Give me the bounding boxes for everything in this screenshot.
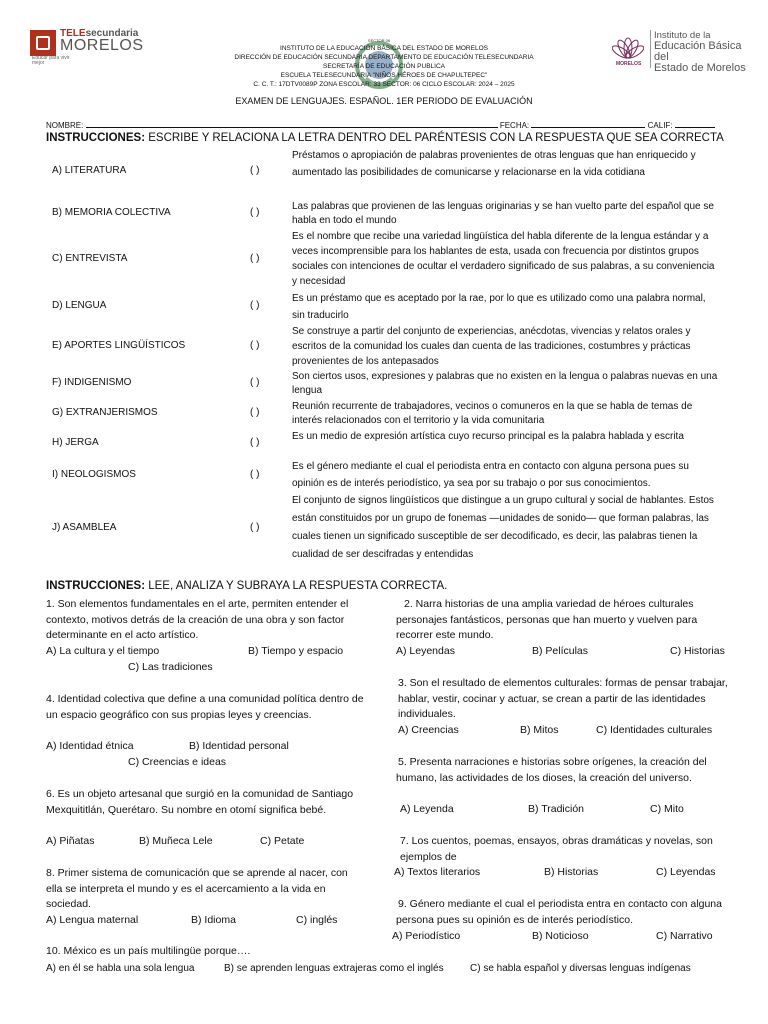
answer-option[interactable]: C) Leyendas <box>656 866 716 878</box>
iebem-flower-icon <box>612 30 644 62</box>
question-text: 10. México es un país multilingüe porque…. <box>46 945 251 957</box>
answer-option[interactable]: B) Mitos <box>520 724 559 736</box>
instructions-text: ESCRIBE Y RELACIONA LA LETRA DENTRO DEL PARÉNTESIS CON LA RESPUESTA QUE SEA CORRECTA <box>145 132 724 144</box>
answer-parenthesis[interactable]: ( ) <box>250 207 260 218</box>
question-text: 7. Los cuentos, poemas, ensayos, obras dramáticas y novelas, son ejemplos de <box>400 835 713 863</box>
question-text: 6. Es un objeto artesanal que surgió en la comunidad de Santiago Mexquititlán, Querétaro. Su nombre en otomí significa bebé. <box>46 788 354 816</box>
seal-text: SECTOR 06 <box>367 38 391 43</box>
matching-description: El conjunto de signos lingüísticos que distingue a un grupo cultural y social de hablantes. Estos están constituidos por un grupo de fonemas —unidades de sonido— que forman palabras, las cuales tienen un significado susceptible de ser decodificado, es decir, las palabras tienen la cualidad de ser descifradas y entendidas <box>292 495 714 560</box>
answer-option[interactable]: C) Petate <box>260 835 305 847</box>
answer-parenthesis[interactable]: ( ) <box>250 469 260 480</box>
logo-brand-prefix: TELE <box>60 28 86 39</box>
header-line: DIRECCIÓN DE EDUCACIÓN SECUNDARIA DEPARTAMENTO DE EDUCACIÓN TELESECUNDARIA <box>234 54 534 61</box>
answer-option[interactable]: A) Identidad étnica <box>46 740 134 752</box>
answer-parenthesis[interactable]: ( ) <box>250 340 260 351</box>
telesecundaria-logo <box>30 28 144 66</box>
iebem-small-label: MORELOS <box>616 61 642 67</box>
matching-term: J) ASAMBLEA <box>52 522 117 533</box>
answer-option[interactable]: B) Noticioso <box>532 930 589 942</box>
question-text: 4. Identidad colectiva que define a una comunidad política dentro de un espacio geográfico con sus propias leyes y creencias. <box>46 693 364 721</box>
logo-brand-main: MORELOS <box>60 37 144 54</box>
matching-term: D) LENGUA <box>52 300 107 311</box>
answer-parenthesis[interactable]: ( ) <box>250 165 260 176</box>
question-options <box>394 865 726 880</box>
section1-instructions <box>46 132 724 144</box>
question-options <box>46 644 366 674</box>
instructions-label: INSTRUCCIONES: <box>46 580 146 592</box>
answer-parenthesis[interactable]: ( ) <box>250 300 260 311</box>
answer-option[interactable]: C) Narrativo <box>656 930 713 942</box>
answer-option[interactable]: B) Películas <box>532 645 589 657</box>
matching-term: A) LITERATURA <box>52 165 127 176</box>
answer-option[interactable]: A) Leyenda <box>400 803 454 815</box>
grade-field[interactable] <box>675 119 715 128</box>
question-text: 5. Presenta narraciones e historias sobre orígenes, la creación del humano, las actividades de los dioses, la creación del universo. <box>396 756 707 784</box>
answer-option[interactable]: B) se aprenden lenguas extrajeras como el inglés <box>224 963 444 974</box>
answer-option[interactable]: B) Idioma <box>191 914 236 926</box>
matching-description: Es el género mediante el cual el periodista entra en contacto con alguna persona pues su opinión es de interés periodístico, ya sea por su trabajo o por sus conocimientos. <box>292 461 689 489</box>
answer-option[interactable]: A) La cultura y el tiempo <box>46 645 160 657</box>
matching-description: Reunión recurrente de trabajadores, vecinos o comuneros en la que se habla de temas de interés relacionados con el territorio y la vida comunitaria <box>292 401 693 426</box>
header-line: C. C. T.: 17DTV0089P ZONA ESCOLAR: 33 SECTOR: 06 CICLO ESCOLAR: 2024 – 2025 <box>253 81 515 88</box>
answer-option[interactable]: A) en él se habla una sola lengua <box>46 963 195 974</box>
matching-term: H) JERGA <box>52 437 99 448</box>
matching-term: G) EXTRANJERISMOS <box>52 407 158 418</box>
answer-option[interactable]: B) Muñeca Lele <box>139 835 213 847</box>
iebem-line-1: Instituto de la <box>654 30 711 41</box>
matching-description: Las palabras que provienen de las lenguas originarias y se han vuelto parte del español que se habla en todo el mundo <box>292 201 714 226</box>
instructions-label: INSTRUCCIONES: <box>46 132 146 144</box>
telesecundaria-logo-icon <box>30 30 56 56</box>
logo-divider <box>650 30 651 68</box>
matching-term: E) APORTES LINGÜÍSTICOS <box>52 340 186 351</box>
matching-description: Es un medio de expresión artística cuyo recurso principal es la palabra hablada y escrita <box>292 431 684 442</box>
date-field[interactable] <box>531 119 645 128</box>
grade-label: CALIF: <box>647 121 673 130</box>
answer-option[interactable]: B) Tiempo y espacio <box>248 645 344 657</box>
answer-option[interactable]: B) Tradición <box>528 803 585 815</box>
answer-option[interactable]: C) Creencias e ideas <box>128 756 227 768</box>
question-options <box>392 929 726 944</box>
answer-parenthesis[interactable]: ( ) <box>250 377 260 388</box>
student-info-line <box>46 119 726 131</box>
header-line: INSTITUTO DE LA EDUCACIÓN BÁSICA DEL ESTADO DE MORELOS <box>280 45 488 52</box>
answer-parenthesis[interactable]: ( ) <box>250 253 260 264</box>
question-options <box>398 723 728 738</box>
matching-description: Préstamos o apropiación de palabras provenientes de otras lenguas que han enriquecido y aumentado las posibilidades de comunicarse y relacionarse en la vida cotidiana <box>292 150 696 178</box>
matching-description: Es el nombre que recibe una variedad lingüística del habla diferente de la lengua estándar y a veces incomprensible para los hablantes de esta, usada con frecuencia por distintos grupos sociales con intenciones de ocultar el verdadero significado de sus palabras, a su conveniencia y necesidad <box>292 231 715 287</box>
answer-option[interactable]: A) Lengua maternal <box>46 914 139 926</box>
matching-term: I) NEOLOGISMOS <box>52 469 136 480</box>
name-label: NOMBRE: <box>46 121 84 130</box>
matching-term: C) ENTREVISTA <box>52 253 128 264</box>
header-line: SECRETARÍA DE EDUCACIÓN PUBLICA <box>323 63 445 70</box>
question-options <box>396 644 726 659</box>
question-text: 3. Son el resultado de elementos culturales: formas de pensar trabajar, hablar, vestir, cocinar y actuar, se crean a partir de las identidades individuales. <box>398 677 728 720</box>
question-options <box>46 739 366 769</box>
matching-description: Son ciertos usos, expresiones y palabras que no existen en la lengua o palabras nuevas en una lengua <box>292 371 718 396</box>
question-text: 8. Primer sistema de comunicación que se aprende al nacer, con ella se interpreta el mundo y es el acercamiento a la vida en sociedad. <box>46 867 348 910</box>
iebem-logo <box>612 28 752 72</box>
answer-option[interactable]: B) Historias <box>544 866 599 878</box>
answer-parenthesis[interactable]: ( ) <box>250 407 260 418</box>
question-text: 2. Narra historias de una amplia variedad de héroes culturales personajes fantásticos, personas que han muerto y vuelven para recorrer este mundo. <box>396 598 698 641</box>
exam-title: EXAMEN DE LENGUAJES. ESPAÑOL. 1ER PERIODO DE EVALUACIÓN <box>235 96 533 106</box>
instructions-text: LEE, ANALIZA Y SUBRAYA LA RESPUESTA CORRECTA. <box>145 580 448 592</box>
question-text: 1. Son elementos fundamentales en el arte, permiten entender el contexto, motivos detrás de la creación de una obra y son factor determinante en el acto artístico. <box>46 598 349 641</box>
question-options <box>46 834 366 849</box>
answer-option[interactable]: C) inglés <box>296 914 338 926</box>
matching-description: Se construye a partir del conjunto de experiencias, anécdotas, vivencias y relatos orales y escritos de la comunidad los cuales dan cuenta de las tradiciones, costumbres y prácticas provenientes de los antepasados <box>292 326 691 367</box>
answer-option[interactable]: A) Creencias <box>398 724 459 736</box>
logo-brand-suffix: secundaria <box>85 28 139 39</box>
answer-option[interactable]: A) Leyendas <box>396 645 455 657</box>
answer-option[interactable]: C) se habla español y diversas lenguas indígenas <box>470 963 691 974</box>
header-line: ESCUELA TELESECUNDARIA "NIÑOS HÉROES DE CHAPULTEPEC" <box>280 72 488 79</box>
iebem-line-3: Estado de Morelos <box>654 62 746 74</box>
answer-parenthesis[interactable]: ( ) <box>250 522 260 533</box>
matching-term: F) INDIGENISMO <box>52 377 132 388</box>
logo-tagline: Educar para vivir mejor <box>32 55 70 66</box>
answer-parenthesis[interactable]: ( ) <box>250 437 260 448</box>
question-options <box>46 961 726 976</box>
question-text: 9. Género mediante el cual el periodista entra en contacto con alguna persona pues su opinión es de interés periodístico. <box>396 898 722 926</box>
matching-description: Es un préstamo que es aceptado por la rae, por lo que es utilizado como una palabra normal, sin traducirlo <box>292 293 706 321</box>
name-field[interactable] <box>86 119 498 128</box>
answer-option[interactable]: C) Identidades culturales <box>596 724 713 736</box>
answer-option[interactable]: C) Las tradiciones <box>128 661 213 673</box>
answer-option[interactable]: B) Identidad personal <box>189 740 289 752</box>
answer-option[interactable]: A) Periodístico <box>392 930 461 942</box>
iebem-line-2: Educación Básica del <box>654 40 742 63</box>
answer-option[interactable]: A) Piñatas <box>46 835 95 847</box>
question-options <box>400 802 726 817</box>
institution-header <box>200 44 568 89</box>
answer-option[interactable]: C) Historias <box>670 645 725 657</box>
section2-instructions <box>46 580 447 592</box>
matching-term: B) MEMORIA COLECTIVA <box>52 207 171 218</box>
question-options <box>46 913 366 928</box>
answer-option[interactable]: C) Mito <box>650 803 684 815</box>
answer-option[interactable]: A) Textos literarios <box>394 866 481 878</box>
date-label: FECHA: <box>499 121 530 130</box>
